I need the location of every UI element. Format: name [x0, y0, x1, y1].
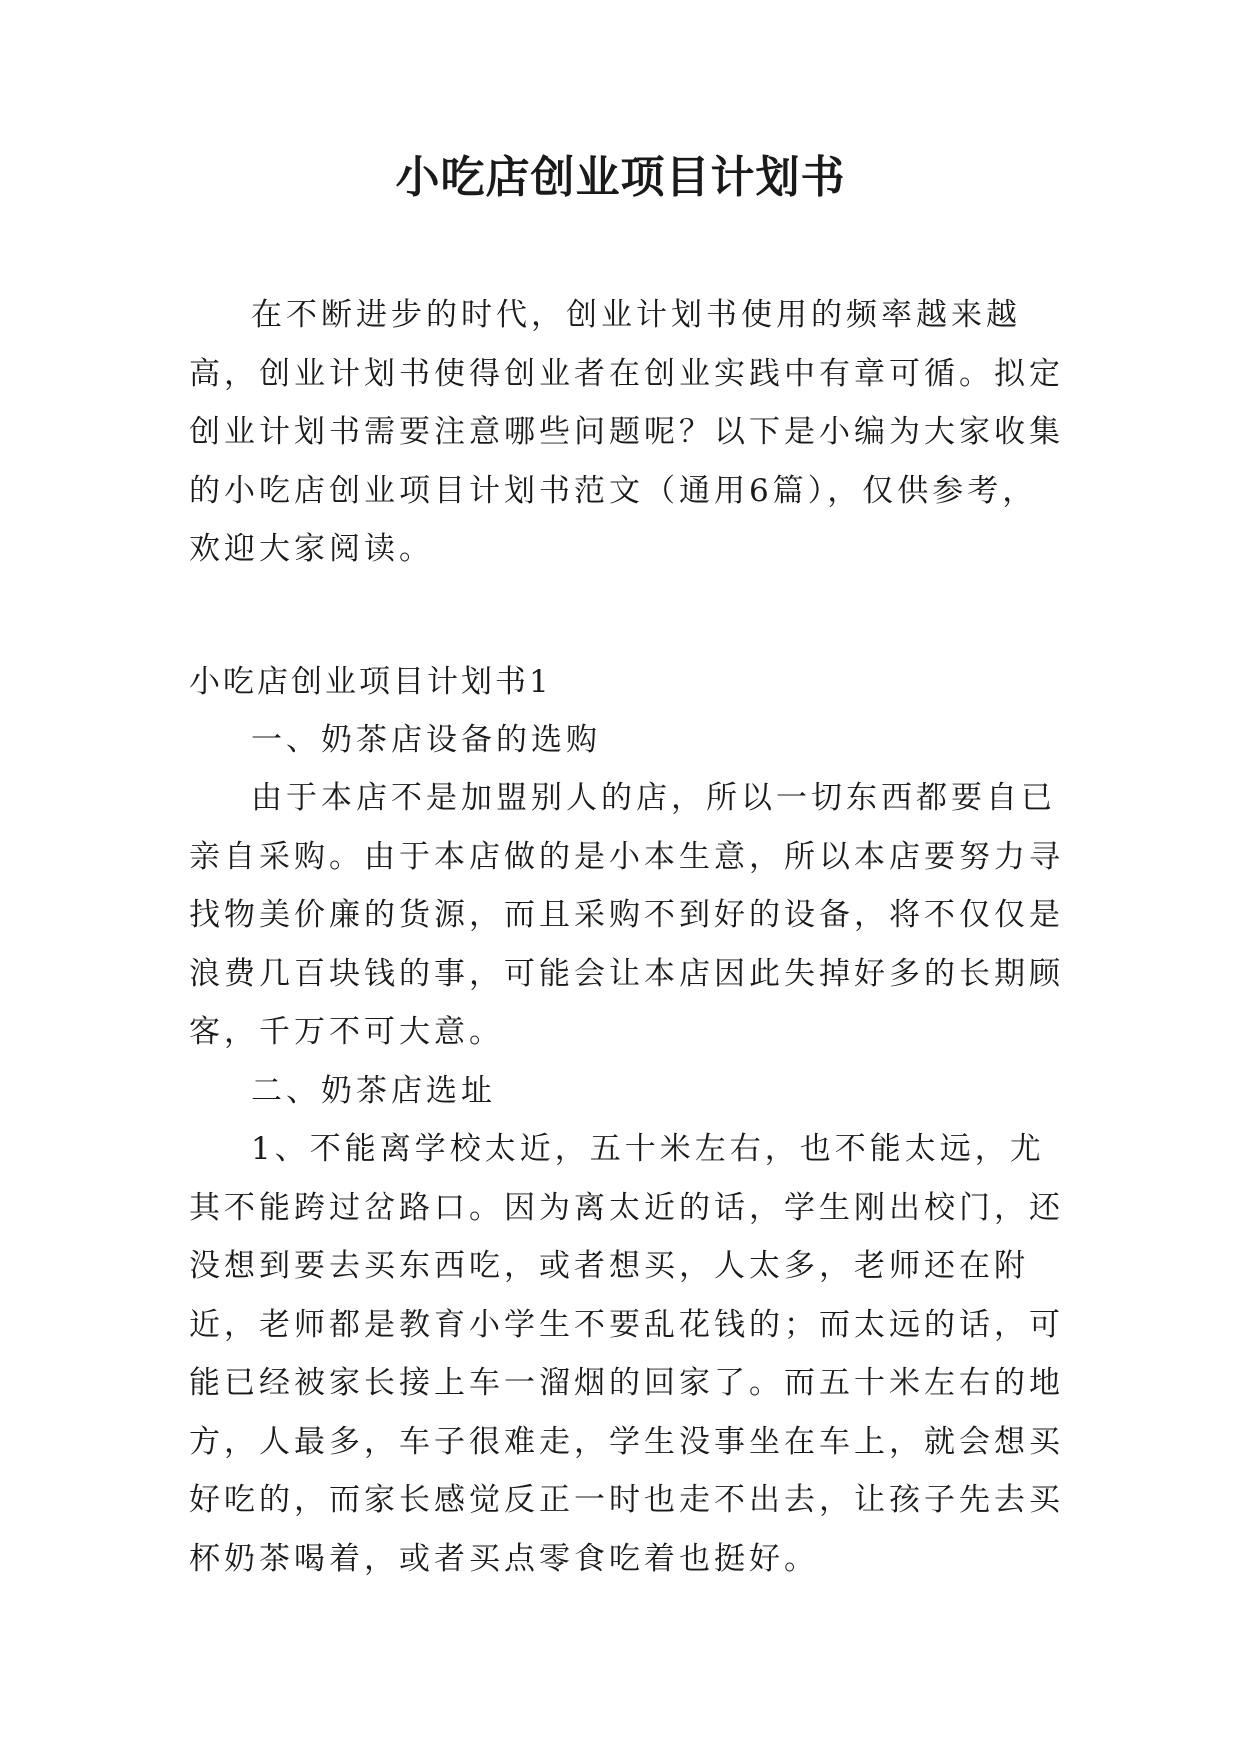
- paragraph-equipment-purchase: 由于本店不是加盟别人的店，所以一切东西都要自已亲自采购。由于本店做的是小本生意，所以本店要努力寻找物美价廉的货源，而且采购不到好的设备，将不仅仅是浪费几百块钱的事，可能会让本店因此失掉好多的长期顾客，千万不可大意。: [189, 780, 1064, 1050]
- heading-store-location: 二、奶茶店选址: [251, 1072, 496, 1109]
- document-body: [189, 286, 1069, 1588]
- intro-paragraph: 在不断进步的时代，创业计划书使用的频率越来越高，创业计划书使得创业者在创业实践中有章可循。拟定创业计划书需要注意哪些问题呢？以下是小编为大家收集的小吃店创业项目计划书范文（通用6篇），仅供参考，欢迎大家阅读。: [189, 297, 1064, 567]
- paragraph-store-location: 1、不能离学校太近，五十米左右，也不能太远，尤其不能跨过岔路口。因为离太近的话，学生刚出校门，还没想到要去买东西吃，或者想买，人太多，老师还在附近，老师都是教育小学生不要乱花钱的；而太远的话，可能已经被家长接上车一溜烟的回家了。而五十米左右的地方，人最多，车子很难走，学生没事坐在车上，就会想买好吃的，而家长感觉反正一时也走不出去，让孩子先去买杯奶茶喝着，或者买点零食吃着也挺好。: [189, 1131, 1064, 1577]
- section-title: 小吃店创业项目计划书1: [189, 663, 552, 700]
- heading-equipment-purchase: 一、奶茶店设备的选购: [251, 721, 601, 758]
- document-title: 小吃店创业项目计划书: [395, 152, 846, 203]
